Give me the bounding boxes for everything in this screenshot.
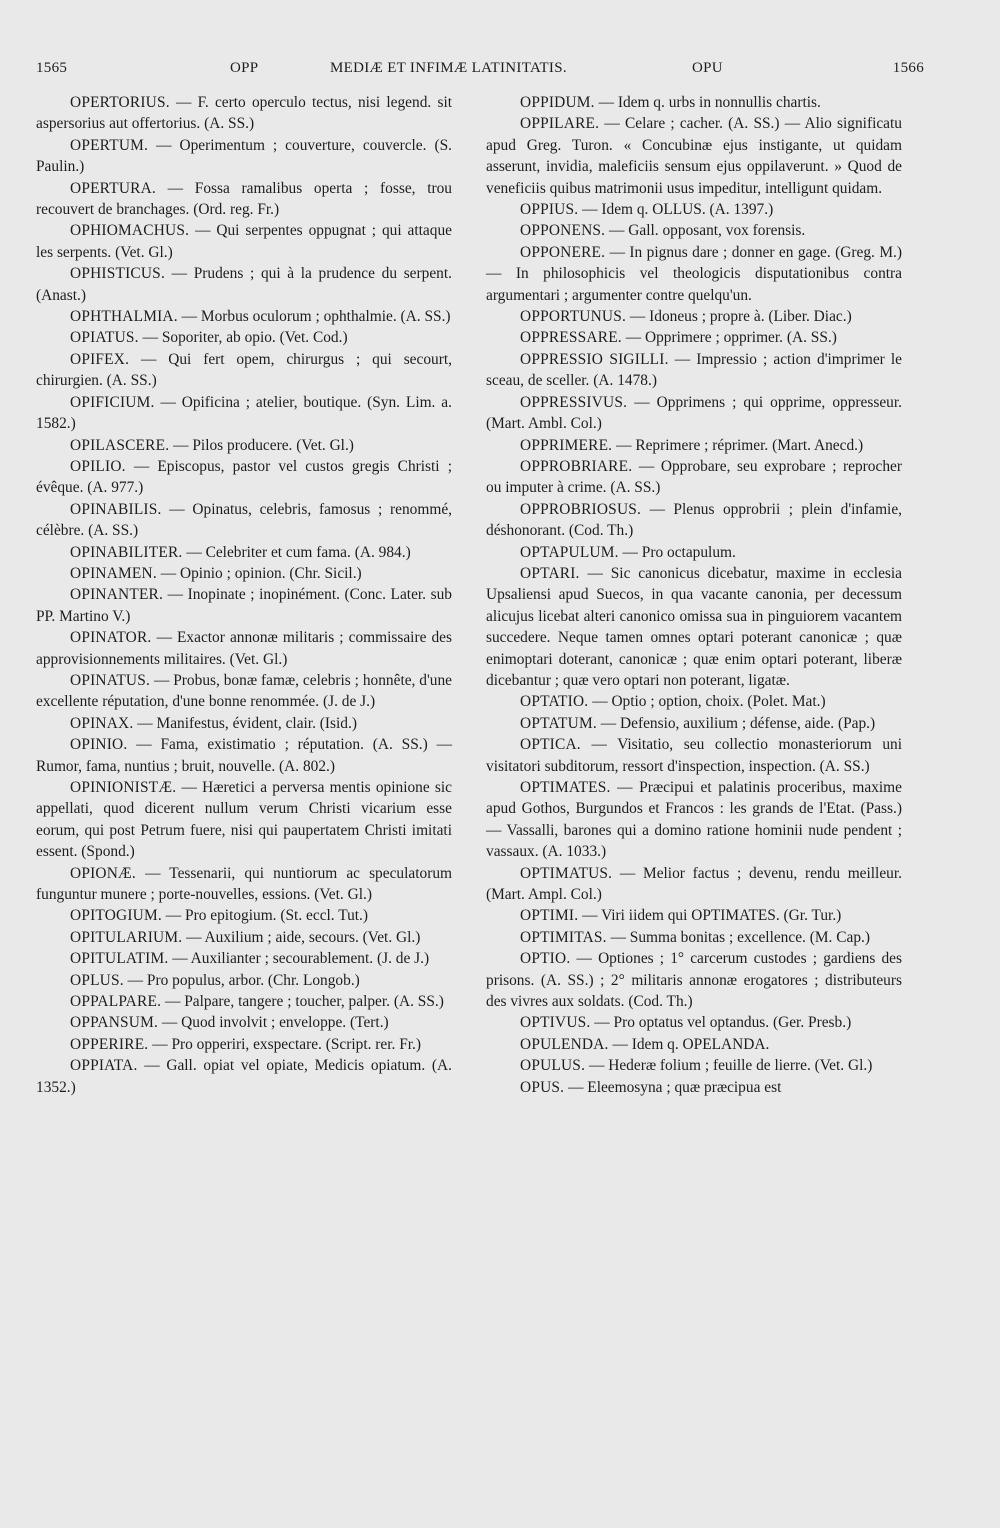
entry-headword: OPILIO. [70,457,126,475]
entry-definition: — Plenus opprobrii ; plein d'infamie, déshonorant. (Cod. Th.) [486,500,903,540]
entry-headword: OPTARI. [520,564,580,582]
entry-headword: OPINIO. [70,736,128,754]
entry-headword: OPINABILIS. [70,500,162,518]
entry-definition: — Visitatio, seu collectio monasteriorum uni visitatori subditorum, ressort d'inspection, inspection. (A. SS.) [486,736,902,775]
entry-definition: — Opprimere ; opprimer. (A. SS.) [625,329,837,347]
dictionary-entry [36,220,452,263]
entry-headword: OPINATOR. [70,629,152,647]
entry-headword: OPERTURA. [70,179,156,197]
dictionary-entry [486,306,902,327]
dictionary-entry [486,713,902,734]
page-number-left: 1565 [36,60,68,76]
dictionary-entry [486,242,902,306]
dictionary-entry [486,392,902,435]
entry-headword: OPTATIO. [520,693,589,711]
dictionary-entry [486,199,902,220]
dictionary-entry [36,713,452,734]
entry-headword: OPULUS. [520,1057,586,1075]
dictionary-entry [486,220,902,241]
entry-headword: OPTIO. [520,950,571,968]
dictionary-entry [36,948,452,969]
dictionary-entry [36,927,452,948]
dictionary-entry [36,135,452,178]
dictionary-entry [36,584,452,627]
entry-definition: — Probus, bonæ famæ, celebris ; honnête, d'une excellente réputation, d'une bonne renommée. (J. de J.) [36,671,452,711]
entry-headword: OPILASCERE. [70,436,170,454]
entry-headword: OPHIOMACHUS. [70,222,190,240]
dictionary-entry [486,113,902,199]
entry-definition: — Impressio ; action d'imprimer le sceau, de sceller. (A. 1478.) [486,350,902,390]
entry-headword: OPPRESSARE. [520,329,622,347]
entry-headword: OPINABILITER. [70,543,183,561]
dictionary-entry [36,542,452,563]
entry-headword: OPIFICIUM. [70,393,155,411]
entry-headword: OPHTHALMIA. [70,308,178,326]
dictionary-entry [486,563,902,691]
entry-definition: — Celebriter et cum fama. (A. 984.) [186,543,411,561]
entry-definition: — Pilos producere. (Vet. Gl.) [173,436,354,454]
entry-headword: OPINAX. [70,714,134,732]
entry-definition: — Palpare, tangere ; toucher, palper. (A. SS.) [164,993,444,1011]
dictionary-entry [36,392,452,435]
entry-definition: — Optio ; option, choix. (Polet. Mat.) [592,693,826,711]
entry-definition: — Auxilianter ; secourablement. (J. de J.) [172,950,430,968]
dictionary-entry [36,563,452,584]
entry-definition: — Quod involvit ; enveloppe. (Tert.) [161,1014,389,1032]
entry-headword: OPERTUM. [70,136,149,154]
entry-definition: — Exactor annonæ militaris ; commissaire des approvisionnements militaires. (Vet. Gl.) [36,629,452,668]
catchword-right: OPU [692,60,723,76]
dictionary-entry [486,948,902,1012]
entry-headword: OPTATUM. [520,714,597,732]
entry-headword: OPPERIRE. [70,1035,149,1053]
entry-definition: — Idem q. OLLUS. (A. 1397.) [582,201,774,219]
entry-definition: — Opinio ; opinion. (Chr. Sicil.) [160,564,362,582]
dictionary-entry [36,327,452,348]
entry-definition: — Idem q. urbs in nonnullis chartis. [598,94,821,111]
dictionary-entry [36,670,452,713]
entry-headword: OPPANSUM. [70,1014,159,1032]
entry-headword: OPITULARIUM. [70,928,183,946]
dictionary-entry [36,349,452,392]
entry-definition: — Præcipui et palatinis proceribus, maxime apud Gothos, Burgundos et Francos : les grands de l'Etat. (Pass.) — Vassalli, barones qui a domino ratione hominii nude pendent ; vassaux. (A. 1033.) [486,779,902,861]
running-title: MEDIÆ ET INFIMÆ LATINITATIS. [330,60,567,76]
dictionary-entry [36,1055,452,1098]
dictionary-entry [486,349,902,392]
entry-definition: — Opinatus, celebris, famosus ; renommé, célèbre. (A. SS.) [36,500,452,540]
entry-headword: OPINIONISTÆ. [70,779,177,796]
left-column [36,92,452,1098]
dictionary-entry [486,92,902,113]
entry-definition: — Reprimere ; réprimer. (Mart. Anecd.) [616,436,864,454]
entry-headword: OPHISTICUS. [70,265,165,283]
dictionary-entry [36,905,452,926]
entry-headword: OPPIUS. [520,201,579,219]
dictionary-entry [36,263,452,306]
entry-headword: OPUS. [520,1078,565,1096]
entry-headword: OPTIMI. [520,907,579,925]
entry-definition: — Fossa ramalibus operta ; fosse, trou recouvert de branchages. (Ord. reg. Fr.) [36,179,452,219]
dictionary-entry [486,734,902,777]
entry-headword: OPPIATA. [70,1057,138,1075]
dictionary-entry [36,435,452,456]
entry-definition: — Auxilium ; aide, secours. (Vet. Gl.) [186,928,421,946]
entry-definition: — Eleemosyna ; quæ præcipua est [568,1078,782,1096]
entry-definition: — Pro optatus vel optandus. (Ger. Presb.) [594,1014,852,1032]
entry-definition: — Operimentum ; couverture, couvercle. (S. Paulin.) [36,136,452,176]
entry-definition: — Manifestus, évident, clair. (Isid.) [137,714,357,732]
page-number-right: 1566 [892,60,924,76]
entry-headword: OPPORTUNUS. [520,308,627,326]
entry-definition: — Opificina ; atelier, boutique. (Syn. Lim. a. 1582.) [36,393,452,433]
entry-headword: OPPROBRIOSUS. [520,500,642,518]
catchword-left: OPP [230,60,259,76]
entry-headword: OPPRESSIO SIGILLI. [520,350,669,368]
entry-definition: — Pro populus, arbor. (Chr. Longob.) [127,971,360,989]
dictionary-entry [36,92,452,135]
entry-headword: OPPONERE. [520,243,606,261]
entry-headword: OPIONÆ. [70,864,136,882]
entry-definition: — Gall. opposant, vox forensis. [609,222,806,240]
dictionary-entry [486,542,902,563]
entry-headword: OPTIVUS. [520,1014,591,1032]
dictionary-entry [36,734,452,777]
entry-headword: OPINAMEN. [70,564,157,582]
dictionary-entry [36,456,452,499]
dictionary-entry [486,456,902,499]
entry-headword: OPERTORIUS. [70,94,170,111]
dictionary-entry [36,991,452,1012]
entry-definition: — Pro epitogium. (St. eccl. Tut.) [165,907,369,925]
entry-definition: — Soporiter, ab opio. (Vet. Cod.) [142,329,348,347]
entry-headword: OPTICA. [520,736,581,754]
entry-definition: — Celare ; cacher. (A. SS.) — Alio significatu apud Greg. Turon. « Concubinæ ejus instigante, ut quidam asserunt, invidia, maleficiis sensum ejus oppilaverunt. » Quod de veneficiis quibus matrimonii usus impeditur, intelligunt quidam. [486,115,902,197]
entry-headword: OPPONENS. [520,222,606,240]
dictionary-entry [36,178,452,221]
dictionary-entry [36,306,452,327]
right-column [486,92,902,1098]
entry-definition: — Optiones ; 1° carcerum custodes ; gardiens des prisons. (A. SS.) ; 2° militaris annonæ erogatores ; distributeurs des vivres aux soldats. (Cod. Th.) [486,950,902,1011]
entry-definition: — Gall. opiat vel opiate, Medicis opiatum. (A. 1352.) [36,1057,452,1096]
dictionary-entry [486,499,902,542]
entry-definition: — Summa bonitas ; excellence. (M. Cap.) [610,928,871,946]
dictionary-entry [486,691,902,712]
entry-definition: — Defensio, auxilium ; défense, aide. (Pap.) [600,714,876,732]
dictionary-entry [486,905,902,926]
entry-headword: OPIFEX. [70,350,130,368]
dictionary-entry [36,499,452,542]
entry-headword: OPTIMITAS. [520,928,607,946]
entry-definition: — Opprimens ; qui opprime, oppresseur. (Mart. Ambl. Col.) [486,393,902,433]
entry-definition: — Qui serpentes oppugnat ; qui attaque les serpents. (Vet. Gl.) [36,222,452,261]
entry-definition: — Prudens ; qui à la prudence du serpent. (Anast.) [36,265,452,304]
entry-headword: OPPILARE. [520,115,600,133]
dictionary-entry [486,863,902,906]
entry-definition: — Pro opperiri, exspectare. (Script. rer. Fr.) [152,1035,422,1053]
entry-headword: OPITOGIUM. [70,907,162,925]
entry-definition: — Opprobare, seu exprobare ; reprocher ou imputer à crime. (A. SS.) [486,457,902,497]
entry-definition: — Tessenarii, qui nuntiorum ac speculatorum funguntur munere ; porte-nouvelles, essions. (Vet. Gl.) [36,864,452,904]
dictionary-entry [486,1077,902,1098]
entry-headword: OPPRESSIVUS. [520,393,628,411]
entry-definition: — Fama, existimatio ; réputation. (A. SS.) — Rumor, fama, nuntius ; bruit, nouvelle. (A. 802.) [36,736,452,775]
entry-definition: — Idoneus ; propre à. (Liber. Diac.) [629,308,852,326]
dictionary-entry [36,1034,452,1055]
entry-definition: — Pro octapulum. [622,543,736,561]
entry-definition: — Sic canonicus dicebatur, maxime in ecclesia Upsaliensi apud Suecos, in qua vacante canonia, per decessum alicujus licebat alteri canonico omissa sua in pinguiorem vacantem succedere. Neque tamen omnes optari poterant canonicæ ; quæ enimoptari doterant, canonicæ ; quæ enim optari poterant, liberæ dicebantur ; quæ vero optari non poterant, ligatæ. [486,564,902,689]
dictionary-entry [486,435,902,456]
entry-headword: OPINANTER. [70,586,164,604]
dictionary-entry [486,327,902,348]
entry-definition: — Inopinate ; inopinément. (Conc. Later. sub PP. Martino V.) [36,586,452,625]
entry-headword: OPIATUS. [70,329,139,347]
entry-headword: OPPROBRIARE. [520,457,633,475]
entry-headword: OPITULATIM. [70,950,169,968]
entry-definition: — F. certo operculo tectus, nisi legend. sit aspersorius aut offertorius. (A. SS.) [36,94,453,133]
entry-definition: — Hederæ folium ; feuille de lierre. (Vet. Gl.) [588,1057,873,1075]
dictionary-entry [36,863,452,906]
entry-definition: — Qui fert opem, chirurgus ; qui secourt, chirurgien. (A. SS.) [36,350,452,390]
entry-definition: — Idem q. OPELANDA. [612,1035,770,1053]
dictionary-entry [486,1012,902,1033]
entry-headword: OPLUS. [70,971,124,989]
entry-definition: — In pignus dare ; donner en gage. (Greg. M.) — In philosophicis vel theologicis disputationibus contra argumentari ; argumenter contre quelqu'un. [486,243,902,304]
entry-definition: — Morbus oculorum ; ophthalmie. (A. SS.) [181,308,451,326]
entry-definition: — Hæretici a perversa mentis opinione sic appellati, quod dicerent nullum verum Christi vicarium esse eorum, qui post Petrum fuere, nisi qui paupertatem Christi imitati essent. (Spond.) [36,779,452,861]
entry-headword: OPPIDUM. [520,94,595,111]
running-header [36,60,924,82]
dictionary-entry [486,1034,902,1055]
entry-headword: OPPRIMERE. [520,436,613,454]
entry-definition: — Melior factus ; devenu, rendu meilleur. (Mart. Ampl. Col.) [486,864,902,904]
dictionary-entry [486,927,902,948]
entry-headword: OPINATUS. [70,671,151,689]
dictionary-entry [36,1012,452,1033]
dictionary-entry [36,970,452,991]
entry-definition: — Viri iidem qui OPTIMATES. (Gr. Tur.) [582,907,842,925]
entry-headword: OPULENDA. [520,1035,609,1053]
dictionary-entry [486,777,902,863]
entry-headword: OPPALPARE. [70,993,162,1011]
dictionary-entry [36,627,452,670]
entry-headword: OPTAPULUM. [520,543,619,561]
entry-definition: — Episcopus, pastor vel custos gregis Christi ; évêque. (A. 977.) [36,457,452,497]
dictionary-entry [36,777,452,863]
entry-headword: OPTIMATES. [520,779,611,796]
dictionary-entry [486,1055,902,1076]
entry-headword: OPTIMATUS. [520,864,613,882]
